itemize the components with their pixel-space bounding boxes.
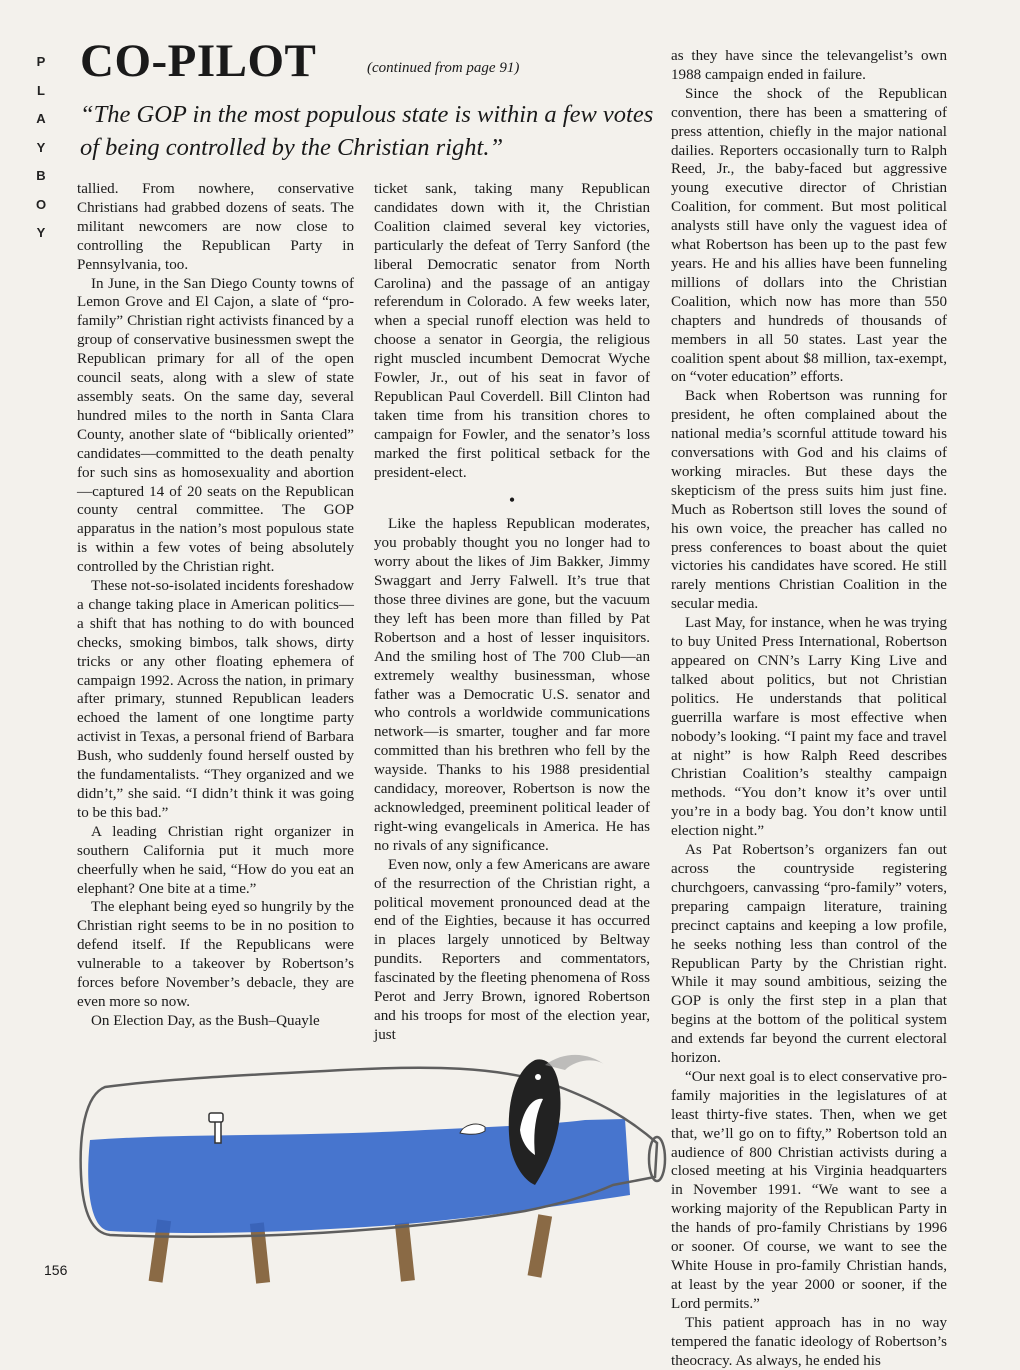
paragraph: These not-so-isolated incidents foreshadow a change taking place in American politics—a shift that has nothing to do with bounced checks, smoking bimbos, talk shows, dirty tricks or any other floating ephemera of campaign 1992. Across the nation, in primary after primary, stunned Republican leaders echoed the lament of one longtime party activist in Texas, a personal friend of Barbara Bush, who suddenly found herself ousted by the fundamentalists. “They organized and we didn’t,” she said. “I didn’t think it was going to be this bad.” (77, 578, 354, 821)
paragraph: A leading Christian right organizer in southern California put it much more cheerfully when he said, “How do you eat an elephant? One bite at a time.” (77, 823, 354, 897)
paragraph: Like the hapless Republican moderates, you probably thought you no longer had to worry about the likes of Jim Bakker, Jimmy Swaggart and Jerry Falwell. It’s true that those three divines are gone, but the vacuum they left has been more than filled by Pat Robertson and a host of lesser inquisitors. And the smiling host of The 700 Club—an extremely wealthy businessman, whose father was a Democratic U.S. senator and who controls a worldwide communications network—is smarter, tougher and far more committed than his brethren who fell by the wayside. Thanks to his 1988 presidential candidacy, moreover, Robertson is now the acknowledged, preeminent political leader of right-wing evangelicals in America. He has no rivals of any significance. (374, 516, 650, 854)
paragraph: as they have since the televangelist’s own 1988 campaign ended in failure. (671, 48, 947, 83)
masthead-letter: B (36, 168, 46, 183)
paragraph: Last May, for instance, when he was trying to buy United Press International, Robertson appeared on CNN’s Larry King Live and talked about politics, but not Christian politics. He understands that political guerrilla warfare is most effective when nobody’s looking. “I paint my face and travel at night” is how Ralph Reed describes Christian Coalition’s stealthy campaign methods. “You don’t know it’s over until you’re in a body bag. You don’t know until election night.” (671, 615, 947, 840)
masthead-letter: Y (36, 225, 46, 240)
bottle-cartoon-illustration (65, 1035, 670, 1285)
pull-quote: “The GOP in the most populous state is within a few votes of being controlled by the Christian right.” (80, 101, 654, 161)
masthead-letter: O (35, 196, 47, 212)
text-column-2 (374, 180, 650, 1045)
paragraph: “Our next goal is to elect conservative pro-family majorities in the legislatures of at least thirty-five states. Then, when we get that, we’ll go on to fifty,” Robertson told an audience of 800 Christian activists during a closed meeting at his Virginia headquarters in November 1991. “We want to see a working majority of the Republican Party in the hands of pro-family Christians by 1996 or sooner. Of course, we want to see the White House in pro-family Christian hands, at least by the year 2000 or sooner, if the Lord permits.” (671, 1068, 947, 1312)
paragraph: tallied. From nowhere, conservative Christians had grabbed dozens of seats. The militant newcomers are now close to controlling the Republican Party in Pennsylvania, too. (77, 181, 354, 273)
page-number: 156 (44, 1262, 68, 1278)
smoke-plume (545, 1055, 605, 1070)
masthead-letter: A (36, 111, 46, 126)
paragraph: In June, in the San Diego County towns of Lemon Grove and El Cajon, a slate of “pro-family” Christian right activists financed by a group of conservative businessmen swept the Republican primary for all of the open council seats, along with a slew of state assembly seats. On the same day, several hundred miles to the north in Santa Clara County, another slate of “biblically oriented” candidates—committed to the death penalty for such sins as homosexuality and abortion—captured 14 of 20 seats on the Republican county central committee. The GOP apparatus in the nation’s most populous state is within a few votes of being absolutely controlled by the Christian right. (77, 275, 354, 576)
section-break-bullet: • (508, 489, 516, 510)
magazine-name-vertical (30, 48, 52, 248)
masthead-letter: L (37, 82, 45, 98)
text-column-3 (671, 47, 947, 1370)
paragraph: Back when Robertson was running for president, he often complained about the national media’s scornful attitude toward his conversations with God and his claims of working miracles. But these days the skepticism of the press suits him just fine. Much as Robertson still loves the sound of his own voice, the preacher has called no press conferences to boast about the quiet victories his candidates have scored. He still rarely mentions Christian Coalition in the secular media. (671, 388, 947, 613)
masthead-letter: P (36, 54, 46, 69)
paragraph: Since the shock of the Republican convention, there has been a smattering of press attention, chiefly in the major national dailies. Reporters occasionally turn to Ralph Reed, Jr., the baby-faced but aggressive young executive director of Christian Coalition, for comment. But most political analysts still have only the vaguest idea of what Robertson has been up to the past few years. He and his allies have been funneling millions of dollars into the Christian Coalition, which now has more than 550 chapters and hundreds of thousands of members in all 50 states. Last year the coalition spent about $8 million, tax-exempt, on “voter education” efforts. (671, 85, 947, 386)
paragraph: Even now, only a few Americans are aware of the resurrection of the Christian right, a political movement pronounced dead at the end of the Eighties, because it has occurred in places largely unnoticed by Beltway pundits. Reporters and commentators, fascinated by the fleeting phenomena of Ross Perot and Jerry Brown, ignored Robertson and his troops for most of the election year, just (374, 856, 650, 1043)
paragraph: On Election Day, as the Bush–Quayle (91, 1012, 320, 1029)
paragraph: This patient approach has in no way tempered the fanatic ideology of Robertson’s theocracy. As always, he ended his (671, 1314, 947, 1369)
paragraph: As Pat Robertson’s organizers fan out across the countryside registering churchgoers, canvassing “pro-family” voters, preparing campaign literature, training precinct captains and keeping a low profile, he seeks nothing less than control of the Republican Party by the Christian right. While it may sound ambitious, seizing the GOP is only the first step in a plan that begins at the bottom of the political system and extends far beyond the current electoral horizon. (671, 842, 947, 1067)
paragraph: ticket sank, taking many Republican candidates down with it, the Christian Coalition claimed several key victories, particularly the defeat of Terry Sanford (the liberal Democratic senator from North Carolina) and the passage of an antigay referendum in Colorado. A few weeks later, when a special runoff election was held to choose a senator in Georgia, the religious right muscled incumbent Democrat Wyche Fowler, Jr., out of his seat in favor of Republican Paul Coverdell. Bill Clinton had taken time from his transition chores to campaign for Fowler, and the senator’s loss marked the first political setback for the president-elect. (374, 181, 650, 481)
paragraph: The elephant being eyed so hungrily by the Christian right seems to be in no position to defend itself. If the Republicans were vulnerable to a takeover by Robertson’s forces before November’s debacle, they are even more so now. (77, 899, 354, 1010)
article-title: CO-PILOT (80, 35, 317, 87)
masthead-letter: Y (36, 139, 46, 155)
continued-note: (continued from page 91) (367, 60, 520, 76)
text-column-1 (77, 180, 354, 1031)
